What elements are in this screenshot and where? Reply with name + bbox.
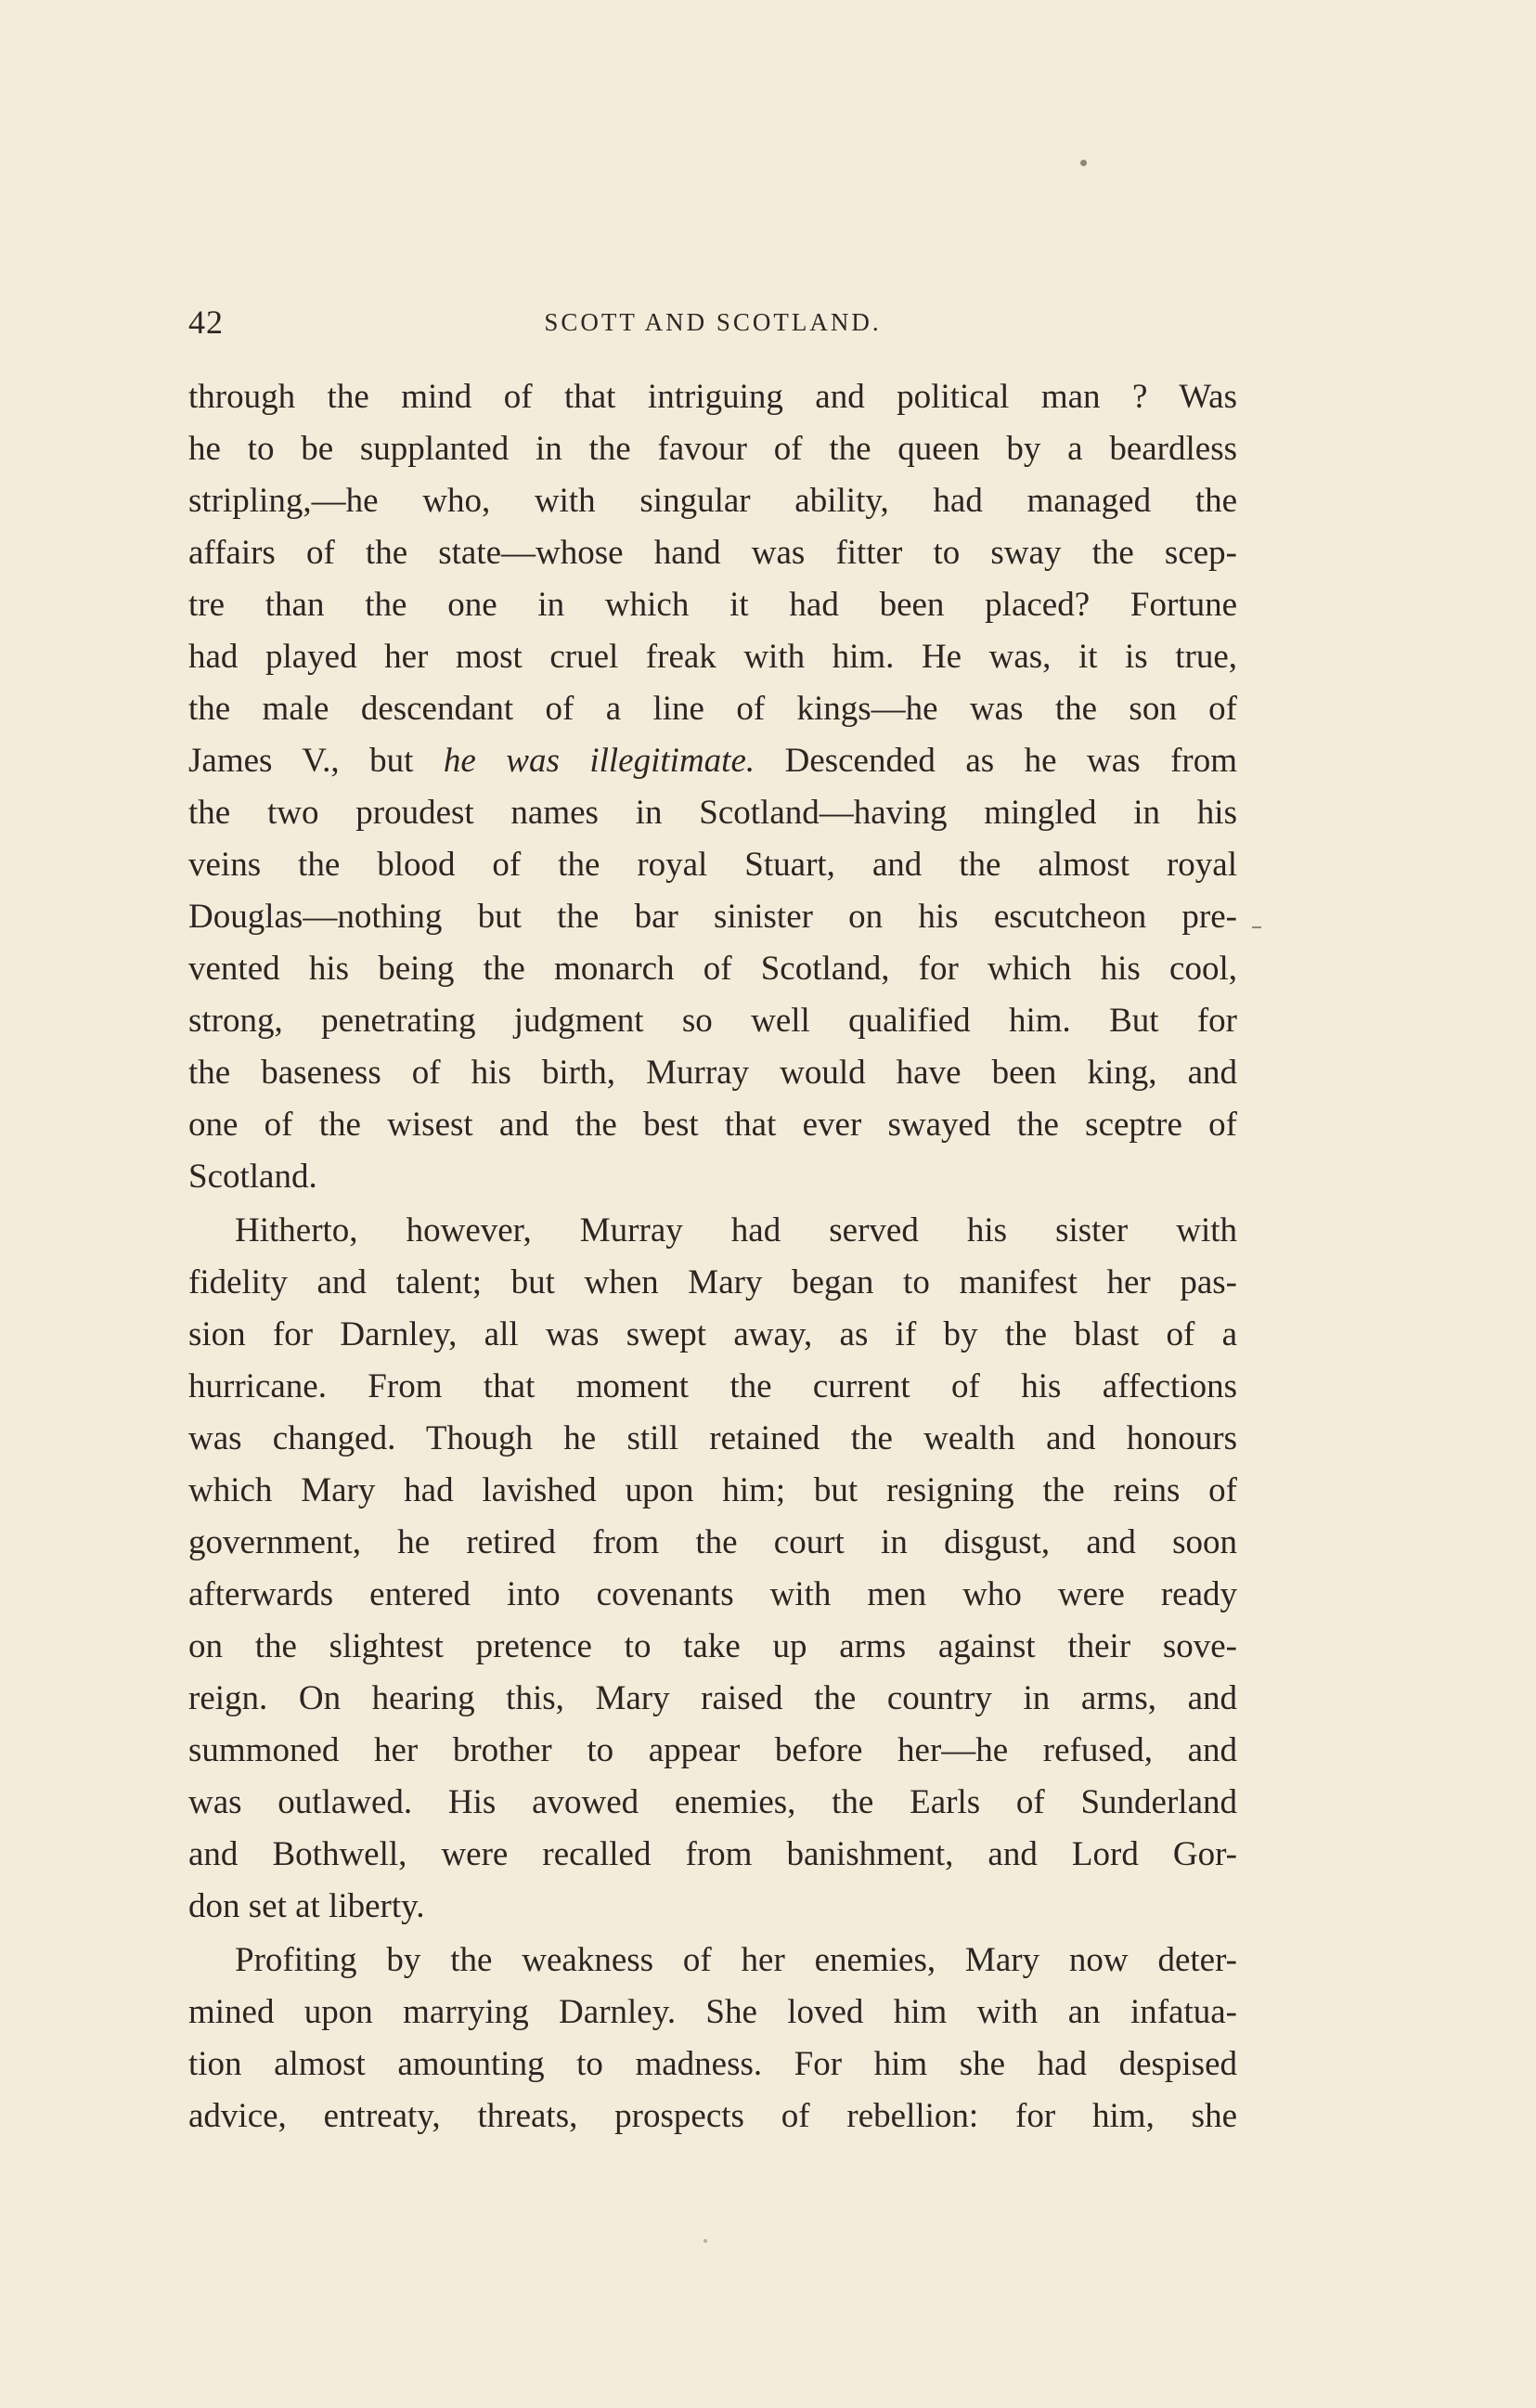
text-line: the two proudest names in Scotland—having mingled in his — [188, 794, 1237, 832]
paragraph-end-line: Scotland. — [188, 1158, 317, 1196]
text-line: had played her most cruel freak with him. He was, it is true, — [188, 638, 1237, 676]
text-segment: James V., but — [188, 742, 444, 780]
text-segment: Descended as he was from — [755, 742, 1237, 780]
text-line: veins the blood of the royal Stuart, and the almost royal — [188, 846, 1237, 884]
text-line: reign. On hearing this, Mary raised the country in arms, and — [188, 1679, 1237, 1717]
body-text — [188, 371, 1237, 2143]
text-line: mined upon marrying Darnley. She loved him with an infatua- — [188, 1993, 1237, 2031]
text-line: advice, entreaty, threats, prospects of rebellion: for him, she — [188, 2097, 1237, 2135]
text-line: strong, penetrating judgment so well qualified him. But for — [188, 1002, 1237, 1040]
text-line: Douglas—nothing but the bar sinister on his escutcheon pre- — [188, 898, 1237, 936]
ink-speck — [1080, 160, 1087, 166]
text-line: fidelity and talent; but when Mary began to manifest her pas- — [188, 1263, 1237, 1301]
text-line: affairs of the state—whose hand was fitter to sway the scep- — [188, 534, 1237, 572]
paragraph-end-line: don set at liberty. — [188, 1887, 425, 1925]
text-line: he to be supplanted in the favour of the queen by a beardless — [188, 430, 1237, 468]
text-line: tre than the one in which it had been placed? Fortune — [188, 586, 1237, 624]
text-line — [188, 735, 1237, 787]
page-number: 42 — [188, 304, 224, 341]
page-header — [188, 303, 1237, 349]
paragraph-start-line: Hitherto, however, Murray had served his sister with — [235, 1211, 1237, 1249]
text-line: hurricane. From that moment the current of his affections — [188, 1367, 1237, 1405]
text-line: one of the wisest and the best that ever swayed the sceptre of — [188, 1106, 1237, 1144]
text-line: was outlawed. His avowed enemies, the Earls of Sunderland — [188, 1783, 1237, 1821]
running-head: SCOTT AND SCOTLAND. — [544, 308, 882, 336]
text-line: stripling,—he who, with singular ability, had managed the — [188, 482, 1237, 520]
margin-mark — [1252, 926, 1261, 928]
paragraph-start-line: Profiting by the weakness of her enemies, Mary now deter- — [235, 1941, 1237, 1979]
text-line: and Bothwell, were recalled from banishment, and Lord Gor- — [188, 1835, 1237, 1873]
text-line: through the mind of that intriguing and political man ? Was — [188, 378, 1237, 416]
text-line: which Mary had lavished upon him; but resigning the reins of — [188, 1471, 1237, 1509]
text-line: was changed. Though he still retained the wealth and honours — [188, 1419, 1237, 1457]
italic-phrase: he was illegitimate. — [443, 742, 755, 780]
text-line: the baseness of his birth, Murray would have been king, and — [188, 1054, 1237, 1092]
text-line: the male descendant of a line of kings—he was the son of — [188, 690, 1237, 728]
text-line: sion for Darnley, all was swept away, as if by the blast of a — [188, 1315, 1237, 1353]
ink-speck — [703, 2239, 707, 2243]
text-line: afterwards entered into covenants with men who were ready — [188, 1575, 1237, 1613]
text-line: government, he retired from the court in disgust, and soon — [188, 1523, 1237, 1561]
text-line: tion almost amounting to madness. For him she had despised — [188, 2045, 1237, 2083]
text-line: summoned her brother to appear before her—he refused, and — [188, 1731, 1237, 1769]
text-line: on the slightest pretence to take up arms against their sove- — [188, 1627, 1237, 1665]
text-line: vented his being the monarch of Scotland, for which his cool, — [188, 950, 1237, 988]
